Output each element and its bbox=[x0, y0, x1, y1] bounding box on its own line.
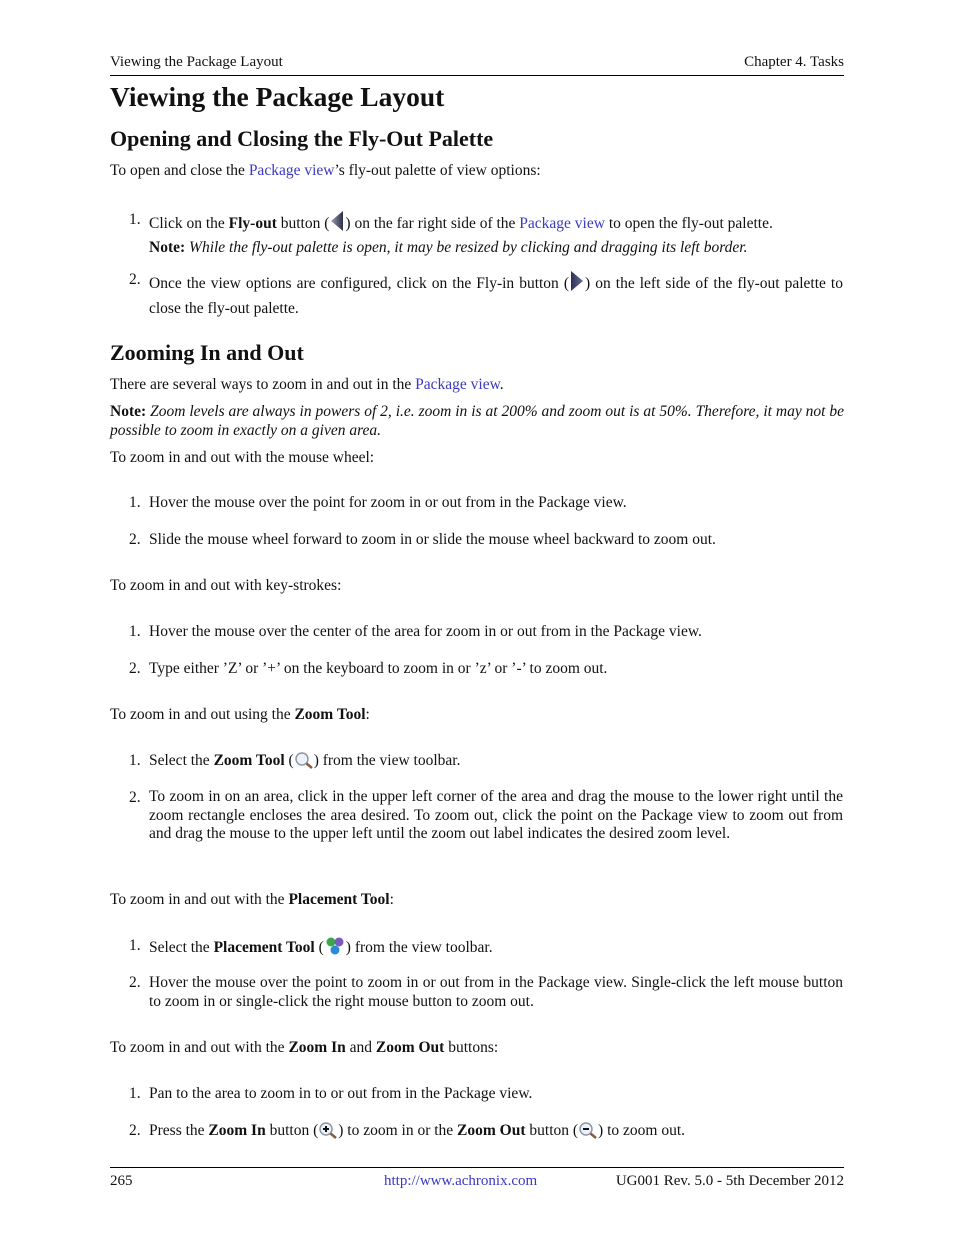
text-run: ) to zoom out. bbox=[598, 1122, 686, 1139]
text-run: button ( bbox=[276, 215, 330, 232]
footer-rule bbox=[110, 1167, 844, 1168]
list-item bbox=[149, 659, 843, 678]
text-run: Zoom In bbox=[208, 1122, 266, 1139]
text-run: . bbox=[499, 376, 504, 393]
list-item bbox=[149, 530, 843, 549]
package-view-link[interactable]: Package view bbox=[415, 376, 500, 393]
list-item bbox=[149, 210, 843, 258]
paragraph bbox=[110, 705, 844, 724]
text-run: Select the bbox=[149, 939, 214, 956]
text-run: Hover the mouse over the point to zoom in or out from in the Package view. Single-click the left mouse button to zoom in or single-click the right mouse button to zoom out. bbox=[149, 974, 843, 1010]
list-number: 1. bbox=[129, 211, 141, 228]
text-run: to open the fly-out palette. bbox=[604, 215, 773, 232]
header-rule bbox=[110, 75, 844, 76]
page-title: Viewing the Package Layout bbox=[110, 81, 445, 112]
text-run: Zoom Tool bbox=[213, 752, 285, 769]
text-run: ) on the far right side of the bbox=[345, 215, 520, 232]
package-view-link[interactable]: Package view bbox=[248, 162, 335, 179]
list-number: 1. bbox=[129, 752, 141, 769]
paragraph bbox=[110, 161, 844, 180]
list-item bbox=[149, 936, 843, 961]
text-run: ) from the view toolbar. bbox=[345, 939, 493, 956]
list-number: 1. bbox=[129, 494, 141, 511]
website-link[interactable]: http://www.achronix.com bbox=[384, 1173, 538, 1189]
text-run: ) from the view toolbar. bbox=[313, 752, 461, 769]
list-number: 1. bbox=[129, 1085, 141, 1102]
text-run: Type either ’Z’ or ’+’ on the keyboard to zoom in or ’z’ or ’-’ to zoom out. bbox=[149, 660, 608, 677]
list-item bbox=[149, 751, 843, 774]
text-run: ( bbox=[284, 752, 294, 769]
text-run: Zoom Out bbox=[457, 1122, 526, 1139]
text-run: Pan to the area to zoom in to or out from in the Package view. bbox=[149, 1085, 533, 1102]
section-heading-zoom: Zooming In and Out bbox=[110, 340, 304, 365]
placement-icon bbox=[324, 936, 346, 961]
zoom-out-icon bbox=[578, 1121, 598, 1144]
text-run: To zoom in on an area, click in the upper left corner of the area and drag the mouse to the lower right until the zoom rectangle encloses the area desired. To zoom out, click the point on the Package view to zoom out from and drag the mouse to the upper left until the zoom out label indicates the desired zoom level. bbox=[149, 788, 843, 843]
text-run: Slide the mouse wheel forward to zoom in or slide the mouse wheel backward to zoom out. bbox=[149, 531, 716, 548]
text-run: There are several ways to zoom in and out in the bbox=[110, 376, 416, 393]
text-run: To zoom in and out using the bbox=[110, 706, 295, 723]
text-run: Zoom levels are always in powers of 2, i.e. zoom in is at 200% and zoom out is at 50%. Therefore, it may not be possible to zoom in exactly on a given area. bbox=[110, 403, 844, 439]
list-item bbox=[149, 493, 843, 512]
text-run: Click on the bbox=[149, 215, 229, 232]
text-run: To zoom in and out with the bbox=[110, 891, 289, 908]
list-number: 1. bbox=[129, 623, 141, 640]
paragraph bbox=[110, 1038, 844, 1057]
text-run: To zoom in and out with the mouse wheel: bbox=[110, 449, 375, 466]
list-item bbox=[149, 1121, 843, 1144]
text-run: To zoom in and out with the bbox=[110, 1039, 289, 1056]
list-item bbox=[149, 622, 843, 641]
text-run: : bbox=[365, 706, 370, 723]
text-run: : bbox=[389, 891, 394, 908]
text-run: buttons: bbox=[444, 1039, 499, 1056]
text-run: Select the bbox=[149, 752, 214, 769]
magnifier-icon bbox=[294, 751, 314, 774]
list-item bbox=[149, 788, 843, 844]
list-item bbox=[149, 270, 843, 319]
text-run: Placement Tool bbox=[213, 939, 315, 956]
text-run: Note: bbox=[110, 403, 151, 420]
text-run: ) on the left side of the fly-out palette to close the fly-out palette. bbox=[149, 275, 843, 317]
text-run: ( bbox=[314, 939, 324, 956]
text-run: To zoom in and out with key-strokes: bbox=[110, 577, 342, 594]
zoom-in-icon bbox=[318, 1121, 338, 1144]
text-run: button ( bbox=[265, 1122, 319, 1139]
list-number: 2. bbox=[129, 789, 141, 806]
list-number: 2. bbox=[129, 1122, 141, 1139]
list-item bbox=[149, 973, 843, 1011]
text-run: Zoom In bbox=[288, 1039, 346, 1056]
text-run: and bbox=[345, 1039, 376, 1056]
section-heading-flyout: Opening and Closing the Fly-Out Palette bbox=[110, 126, 494, 151]
text-run: Zoom Out bbox=[375, 1039, 445, 1056]
text-run: Hover the mouse over the point for zoom in or out from in the Package view. bbox=[149, 494, 627, 511]
text-run: Note: bbox=[149, 239, 190, 256]
text-run: Fly-out bbox=[228, 215, 277, 232]
running-header-right: Chapter 4. Tasks bbox=[744, 54, 844, 70]
fly-in-icon bbox=[569, 270, 585, 298]
text-run: Placement Tool bbox=[288, 891, 390, 908]
package-view-link[interactable]: Package view bbox=[519, 215, 605, 232]
text-run: Hover the mouse over the center of the area for zoom in or out from in the Package view. bbox=[149, 623, 702, 640]
text-run: To open and close the bbox=[110, 162, 249, 179]
paragraph bbox=[110, 576, 844, 595]
text-run: While the fly-out palette is open, it may be resized by clicking and dragging its left border. bbox=[189, 239, 748, 256]
running-header-left: Viewing the Package Layout bbox=[110, 54, 283, 70]
note bbox=[110, 402, 844, 440]
page-number: 265 bbox=[110, 1173, 133, 1189]
document-revision: UG001 Rev. 5.0 - 5th December 2012 bbox=[615, 1173, 844, 1189]
text-run: Press the bbox=[149, 1122, 209, 1139]
list-number: 1. bbox=[129, 937, 141, 954]
list-number: 2. bbox=[129, 531, 141, 548]
fly-out-icon bbox=[329, 210, 345, 238]
list-number: 2. bbox=[129, 660, 141, 677]
text-run: ’s fly-out palette of view options: bbox=[334, 162, 541, 179]
text-run: Once the view options are configured, click on the Fly-in button ( bbox=[149, 275, 570, 292]
text-run: ) to zoom in or the bbox=[338, 1122, 458, 1139]
paragraph bbox=[110, 890, 844, 909]
list-item bbox=[149, 1084, 843, 1103]
text-run: Zoom Tool bbox=[294, 706, 366, 723]
text-run: button ( bbox=[525, 1122, 579, 1139]
list-number: 2. bbox=[129, 974, 141, 991]
paragraph bbox=[110, 448, 844, 467]
list-number: 2. bbox=[129, 271, 141, 288]
paragraph bbox=[110, 375, 844, 394]
